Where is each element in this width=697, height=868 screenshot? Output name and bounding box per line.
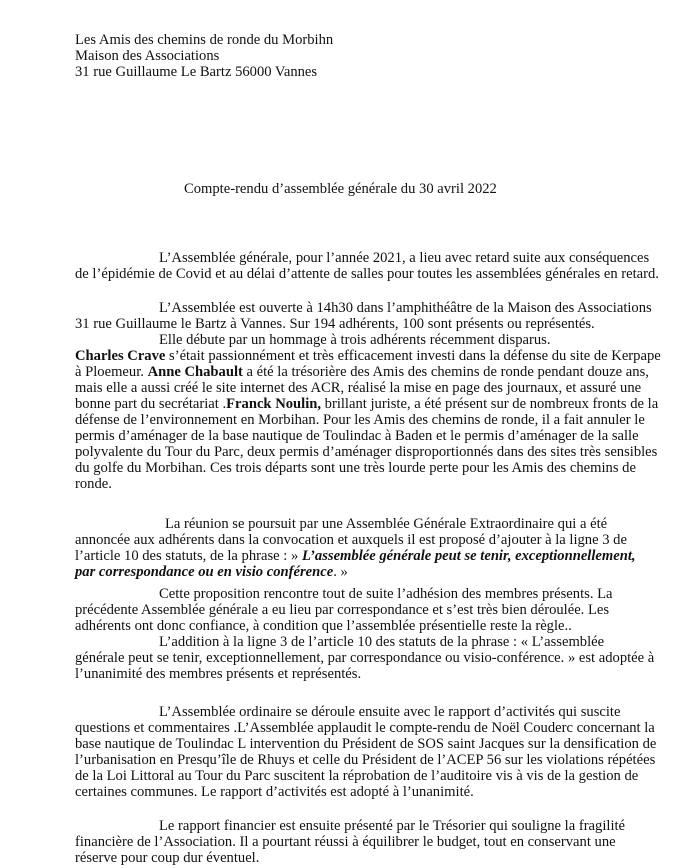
text-line: permis d’aménager de la base nautique de Toulindac à Baden et le permis d’aménager de la salle	[75, 428, 639, 444]
text-line: l’article 10 des statuts, de la phrase : » L’assemblée générale peut se tenir, exceptionnellement,	[75, 548, 636, 564]
text-line: Elle débute par un hommage à trois adhérents récemment disparus.	[159, 332, 551, 348]
text-line: précédente Assemblée générale a eu lieu par correspondance et s’est très bien déroulée. Les	[75, 602, 610, 618]
person-name: Franck Noulin,	[226, 396, 322, 412]
text-line: l’unanimité des membres présents et représentés.	[75, 666, 362, 682]
org-place: Maison des Associations	[75, 48, 220, 64]
text-line: Charles Crave s’était passionnément et très efficacement investi dans la défense du site de Kerpape	[75, 348, 661, 364]
text-line: La réunion se poursuit par une Assemblée Générale Extraordinaire qui a été	[165, 516, 608, 532]
text-line: générale peut se tenir, exceptionnellement, par correspondance ou visio-conférence. » est adoptée à	[75, 650, 655, 666]
quoted-amendment: par correspondance ou en visio conférence	[75, 564, 334, 580]
text-line: de la Loi Littoral au Tour du Parc suscitent la réprobation de l’auditoire vis à vis de la gestion de	[75, 768, 639, 784]
text-line: Cette proposition rencontre tout de suite l’adhésion des membres présents. La	[159, 586, 613, 602]
text-line: questions et commentaires .L’Assemblée applaudit le compte-rendu de Noël Couderc concernant la	[75, 720, 655, 736]
document-title: Compte-rendu d’assemblée générale du 30 avril 2022	[184, 181, 497, 197]
text-line: certaines communes. Le rapport d’activités est adopté à l’unanimité.	[75, 784, 474, 800]
text-line: bonne part du secrétariat .Franck Noulin, brillant juriste, a été présent sur de nombreux fronts de la	[75, 396, 659, 412]
text-line: l’urbanisation en Presqu’île de Rhuys et celle du Président de l’ACEP 56 sur les violations répétées	[75, 752, 656, 768]
text-line: ronde.	[75, 476, 112, 492]
text-line: L’Assemblée est ouverte à 14h30 dans l’amphithéâtre de la Maison des Associations	[159, 300, 652, 316]
text-line: annoncée aux adhérents dans la convocation et auxquels il est proposé d’ajouter à la ligne 3 de	[75, 532, 627, 548]
text-line: financière de l’Association. Il a pourtant réussi à équilibrer le budget, tout en conservant une	[75, 834, 616, 850]
org-address: 31 rue Guillaume Le Bartz 56000 Vannes	[75, 64, 318, 80]
person-name: Anne Chabault	[147, 364, 243, 380]
text-line: base nautique de Toulindac L intervention du Président de SOS saint Jacques sur la densification de	[75, 736, 657, 752]
quoted-amendment: L’assemblée générale peut se tenir, exceptionnellement,	[301, 548, 636, 564]
text-line: L’Assemblée ordinaire se déroule ensuite avec le rapport d’activités qui suscite	[159, 704, 621, 720]
org-name: Les Amis des chemins de ronde du Morbihn	[75, 32, 334, 48]
text-line: défense de l’environnement en Morbihan. Pour les Amis des chemins de ronde, il a fait annuler le	[75, 412, 645, 428]
text-line: L’addition à la ligne 3 de l’article 10 des statuts de la phrase : « L’assemblée	[159, 634, 605, 650]
text-line: adhérents ont donc confiance, à condition que l’assemblée présentielle reste la règle..	[75, 618, 572, 634]
text-line: du golfe du Morbihan. Ces trois départs sont une très lourde perte pour les Amis des chemins de	[75, 460, 636, 476]
text-line: L’Assemblée générale, pour l’année 2021, a lieu avec retard suite aux conséquences	[159, 250, 650, 266]
text-line: à Ploemeur. Anne Chabault a été la trésorière des Amis des chemins de ronde pendant douze ans,	[75, 364, 649, 380]
text-line: de l’épidémie de Covid et au délai d’attente de salles pour toutes les assemblées générales en retard.	[75, 266, 659, 282]
text-line: mais elle a aussi créé le site internet des ACR, réalisé la mise en page des journaux, et assuré une	[75, 380, 642, 396]
text-line: par correspondance ou en visio conférence. »	[75, 564, 348, 580]
text-line: Le rapport financier est ensuite présenté par le Trésorier qui souligne la fragilité	[159, 818, 626, 834]
person-name: Charles Crave	[75, 348, 166, 364]
text-line: polyvalente du Tour du Parc, deux permis d’aménager disproportionnés dans des sites très sensibles	[75, 444, 658, 460]
text-line: 31 rue Guillaume le Bartz à Vannes. Sur 194 adhérents, 100 sont présents ou représentés.	[75, 316, 595, 332]
text-line: réserve pour coup dur éventuel.	[75, 850, 260, 866]
